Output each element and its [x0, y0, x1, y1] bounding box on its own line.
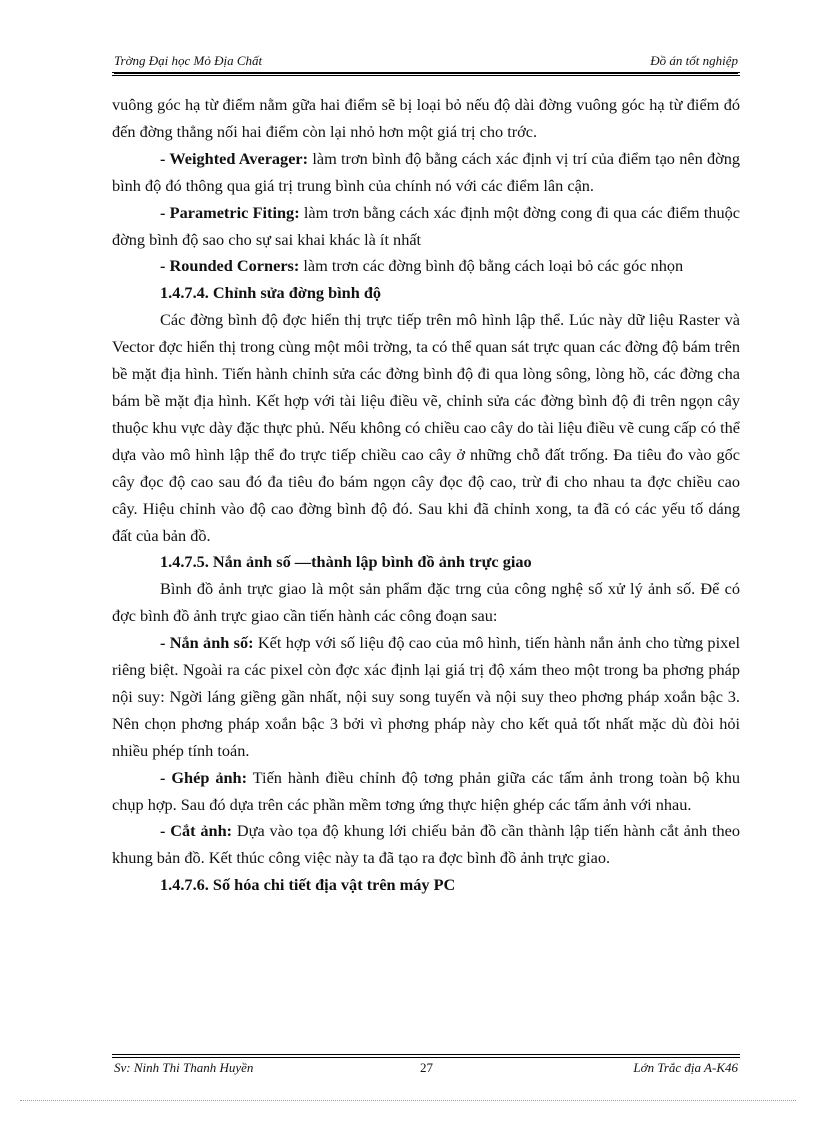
page-header: [112, 50, 740, 73]
section-heading: 1.4.7.6. Số hóa chi tiết địa vật trên máy PC: [160, 875, 456, 895]
page-number: 27: [420, 1060, 433, 1075]
paragraph: Bình đồ ảnh trực giao là một sản phẩm đặc trng của công nghệ số xử lý ảnh số. Để có đợc bình đồ ảnh trực giao cần tiến hành các công đoạn sau:: [112, 579, 740, 626]
paragraph: [112, 146, 740, 200]
footer-divider: [112, 1054, 740, 1055]
section-heading: 1.4.7.5. Nắn ảnh số —thành lập bình đồ ảnh trực giao: [160, 552, 532, 572]
page-body: [112, 92, 740, 899]
section-heading: 1.4.7.4. Chỉnh sửa đờng bình độ: [160, 283, 382, 303]
page-edge: [20, 1100, 796, 1101]
header-divider: [112, 75, 740, 76]
term-label: - Ghép ảnh:: [160, 767, 248, 787]
paragraph: Các đờng bình độ đợc hiển thị trực tiếp trên mô hình lập thể. Lúc này dữ liệu Raster và Vector đợc hiển thị trong cùng một môi trờng, ta có thể quan sát trực quan các đờng độ bám trên bề mặt địa hình. Tiến hành chỉnh sửa các đờng bình độ đi qua lòng sông, lòng hồ, các đờng cha bám bề mặt địa hình. Kết hợp với tài liệu điều vẽ, chỉnh sửa các đờng bình độ đi trên ngọn cây thuộc khu vực dày đặc thực phủ. Nếu không có chiều cao cây do tài liệu điều vẽ cung cấp có thể dựa vào mô hình lập thể đo trực tiếp chiều cao cây ở những chỗ đất trống. Đa tiêu đo vào gốc cây đọc độ cao sau đó đa tiêu đo bám ngọn cây đọc độ cao, trừ đi cho nhau ta đợc chiều cao cây. Hiệu chỉnh vào độ cao đờng bình độ đó. Sau khi đã chỉnh xong, ta đã có các yếu tố dáng đất của bản đồ.: [112, 310, 740, 545]
term-text: Kết hợp với số liệu độ cao của mô hình, tiến hành nắn ảnh cho từng pixel riêng biệt. Ngoài ra các pixel còn đợc xác định lại giá trị độ xám theo một trong ba phơng pháp nội suy: Ngời láng giềng gần nhất, nội suy song tuyến và nội suy theo phơng pháp xoắn bậc 3. Nên chọn phơng pháp xoắn bậc 3 bởi vì phơng pháp này cho kết quả tốt nhất mặc dù đòi hỏi nhiều phép tính toán.: [112, 633, 740, 760]
term-text: Dựa vào tọa độ khung lới chiếu bản đồ cần thành lập tiến hành cắt ảnh theo khung bản đồ. Kết thúc công việc này ta đã tạo ra đợc bình đồ ảnh trực giao.: [112, 821, 740, 868]
paragraph: [112, 253, 740, 280]
header-school: Trờng Đại học Mỏ Địa Chất: [114, 53, 263, 68]
term-text: làm trơn các đờng bình độ bằng cách loại bỏ các góc nhọn: [299, 256, 684, 276]
page-footer: [112, 1060, 740, 1080]
term-text: Tiến hành điều chỉnh độ tơng phản giữa các tấm ảnh trong toàn bộ khu chụp hợp. Sau đó dựa trên các phần mềm tơng ứng thực hiện ghép các tấm ảnh với nhau.: [112, 767, 740, 814]
footer-student: Sv: Ninh Thi Thanh Huyền: [114, 1060, 254, 1075]
term-text: làm trơn bình độ bằng cách xác định vị trí của điểm tạo nên đờng bình độ đó thông qua giá trị trung bình của chính nó với các điểm lân cận.: [112, 148, 740, 195]
footer-class: Lớn Trắc địa A-K46: [633, 1060, 738, 1075]
term-label: - Parametric Fiting:: [160, 202, 300, 222]
paragraph: [112, 765, 740, 819]
term-text: làm trơn bằng cách xác định một đờng cong đi qua các điểm thuộc đờng bình độ sao cho sự sai khai khác là ít nhất: [112, 202, 741, 249]
footer-divider: [112, 1057, 740, 1058]
paragraph: [112, 630, 740, 765]
term-label: - Rounded Corners:: [160, 256, 300, 276]
term-label: - Weighted Averager:: [160, 148, 309, 168]
term-label: - Nắn ảnh số:: [160, 633, 254, 653]
term-label: - Cắt ảnh:: [160, 821, 233, 841]
paragraph: [112, 200, 740, 254]
paragraph: vuông góc hạ từ điểm nằm gữa hai điểm sẽ bị loại bỏ nếu độ dài đờng vuông góc hạ từ điểm đó đến đờng thẳng nối hai điểm còn lại nhỏ hơn một giá trị cho trớc.: [112, 95, 740, 141]
header-doc-type: Đồ án tốt nghiệp: [650, 53, 738, 68]
paragraph: [112, 818, 740, 872]
